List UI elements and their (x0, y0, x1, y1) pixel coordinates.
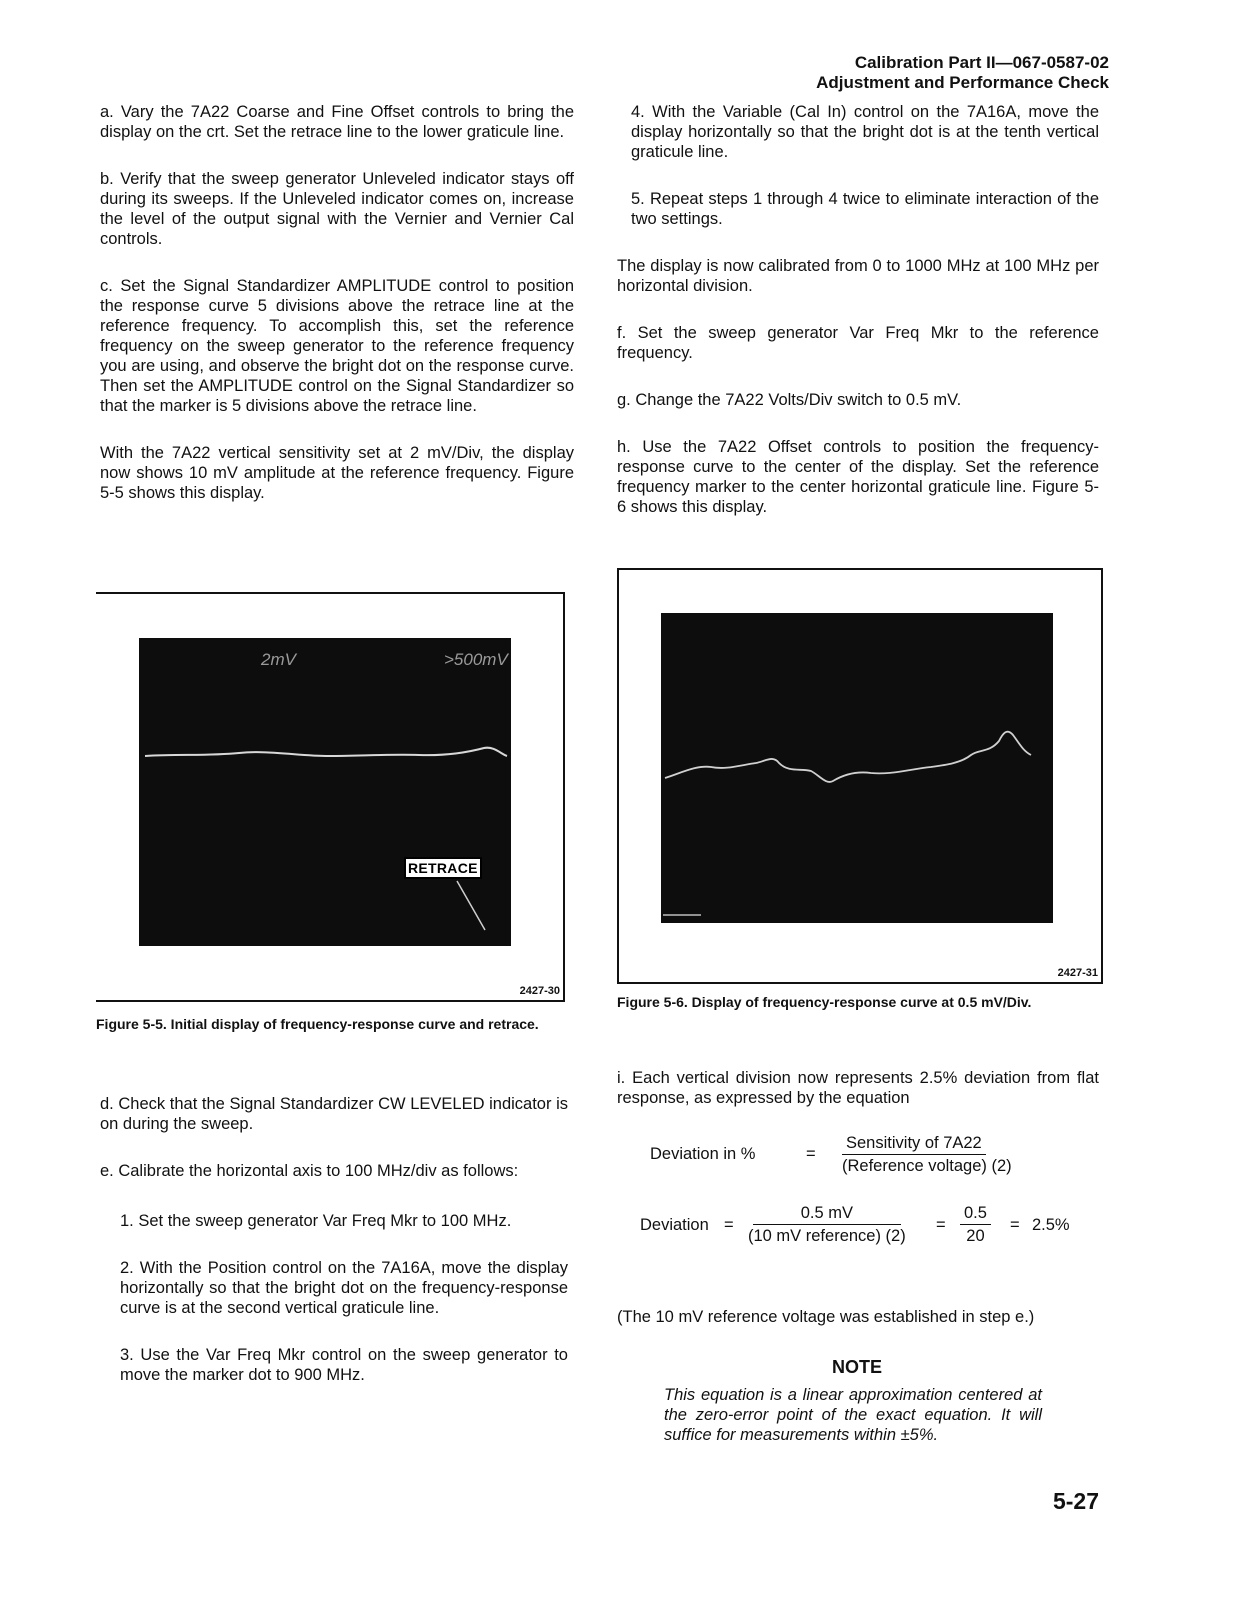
step-e: e. Calibrate the horizontal axis to 100 MHz/div as follows: (100, 1162, 519, 1180)
substep-2: 2. With the Position control on the 7A16A, move the display horizontally so that the bright dot on the frequency-response curve is at the second vertical graticule line. (120, 1259, 568, 1317)
step-d: d. Check that the Signal Standardizer CW LEVELED indicator is on during the sweep. (100, 1095, 568, 1133)
step-a: a. Vary the 7A22 Coarse and Fine Offset controls to bring the display on the crt. Set the retrace line to the lower graticule line. (100, 103, 574, 141)
step-i-block (617, 1068, 1099, 1108)
left-column (100, 102, 574, 503)
equation-2-equals-2: = (936, 1216, 946, 1234)
substep-5: 5. Repeat steps 1 through 4 twice to eliminate interaction of the two settings. (631, 190, 1099, 228)
page-header (816, 53, 1109, 93)
retrace-callout: RETRACE (404, 857, 482, 879)
step-g: g. Change the 7A22 Volts/Div switch to 0.5 mV. (617, 391, 962, 409)
left-column-lower (100, 1094, 568, 1385)
crt-screen-figure-5-6 (661, 613, 1053, 923)
substep-4: 4. With the Variable (Cal In) control on the 7A16A, move the display horizontally so that the bright dot is at the tenth vertical graticule line. (631, 103, 1099, 161)
equation-1-denominator: (Reference voltage) (2) (842, 1157, 1012, 1175)
equation-1-numerator: Sensitivity of 7A22 (842, 1134, 986, 1155)
equation-1-fraction (842, 1134, 1012, 1176)
equation-1-lhs: Deviation in % (650, 1145, 756, 1163)
equation-2-lhs: Deviation (640, 1216, 709, 1234)
figure-number: 2427-31 (1057, 967, 1098, 979)
right-column (617, 102, 1099, 517)
header-line-2: Adjustment and Performance Check (816, 73, 1109, 92)
crt-screen-figure-5-5 (139, 638, 511, 946)
equation-2-numerator-2: 0.5 (960, 1204, 991, 1225)
step-h: h. Use the 7A22 Offset controls to position the frequency-response curve to the center of the display. Set the reference frequency marker to the center horizontal graticule line. Figure 5-6 shows this display. (617, 438, 1099, 516)
crt-volts-label: 2mV (261, 650, 296, 669)
calibration-statement: The display is now calibrated from 0 to 1000 MHz at 100 MHz per horizontal division. (617, 257, 1099, 295)
equation-2-result: 2.5% (1032, 1216, 1070, 1234)
equation-2-fraction-2 (960, 1204, 991, 1246)
reference-note-block (617, 1307, 1099, 1327)
step-i: i. Each vertical division now represents 2.5% deviation from flat response, as expressed by the equation (617, 1069, 1099, 1107)
sensitivity-paragraph: With the 7A22 vertical sensitivity set at 2 mV/Div, the display now shows 10 mV amplitude at the reference frequency. Figure 5-5 shows this display. (100, 444, 574, 502)
page-number: 5-27 (1052, 1488, 1099, 1514)
reference-voltage-note: (The 10 mV reference voltage was established in step e.) (617, 1308, 1035, 1326)
substep-1: 1. Set the sweep generator Var Freq Mkr to 100 MHz. (120, 1212, 512, 1230)
equation-2-equals-3: = (1010, 1216, 1020, 1234)
step-f: f. Set the sweep generator Var Freq Mkr to the reference frequency. (617, 324, 1099, 362)
figure-number: 2427-30 (519, 985, 560, 997)
crt-range-label: >500mV (444, 650, 508, 669)
note-body: This equation is a linear approximation centered at the zero-error point of the exact equation. It will suffice for measurements within ±5%. (664, 1386, 1042, 1444)
equation-2-equals: = (724, 1216, 734, 1234)
equation-2-numerator: 0.5 mV (753, 1204, 901, 1225)
crt-trace-figure-5-5 (139, 638, 511, 946)
equation-2-fraction (748, 1204, 906, 1246)
figure-5-5 (96, 592, 565, 1002)
figure-5-6 (617, 568, 1103, 984)
step-b: b. Verify that the sweep generator Unleveled indicator stays off during its sweeps. If the Unleveled indicator comes on, increase the level of the output signal with the Vernier and Vernier Cal controls. (100, 170, 574, 248)
note-title: NOTE (832, 1357, 883, 1377)
equation-2-denominator: (10 mV reference) (2) (748, 1227, 906, 1245)
figure-5-6-caption: Figure 5-6. Display of frequency-response curve at 0.5 mV/Div. (617, 994, 1032, 1010)
crt-trace-figure-5-6 (661, 613, 1053, 923)
step-c: c. Set the Signal Standardizer AMPLITUDE control to position the response curve 5 divisions above the retrace line at the reference frequency. To accomplish this, set the reference frequency on the sweep generator to the reference frequency you are using, and observe the bright dot on the response curve. Then set the AMPLITUDE control on the Signal Standardizer so that the marker is 5 divisions above the retrace line. (100, 277, 574, 415)
equation-1-equals: = (806, 1145, 816, 1163)
equation-2-denominator-2: 20 (966, 1227, 985, 1245)
substep-3: 3. Use the Var Freq Mkr control on the sweep generator to move the marker dot to 900 MHz. (120, 1346, 568, 1384)
figure-5-5-caption: Figure 5-5. Initial display of frequency-response curve and retrace. (96, 1016, 539, 1032)
header-line-1: Calibration Part II—067-0587-02 (854, 53, 1109, 72)
